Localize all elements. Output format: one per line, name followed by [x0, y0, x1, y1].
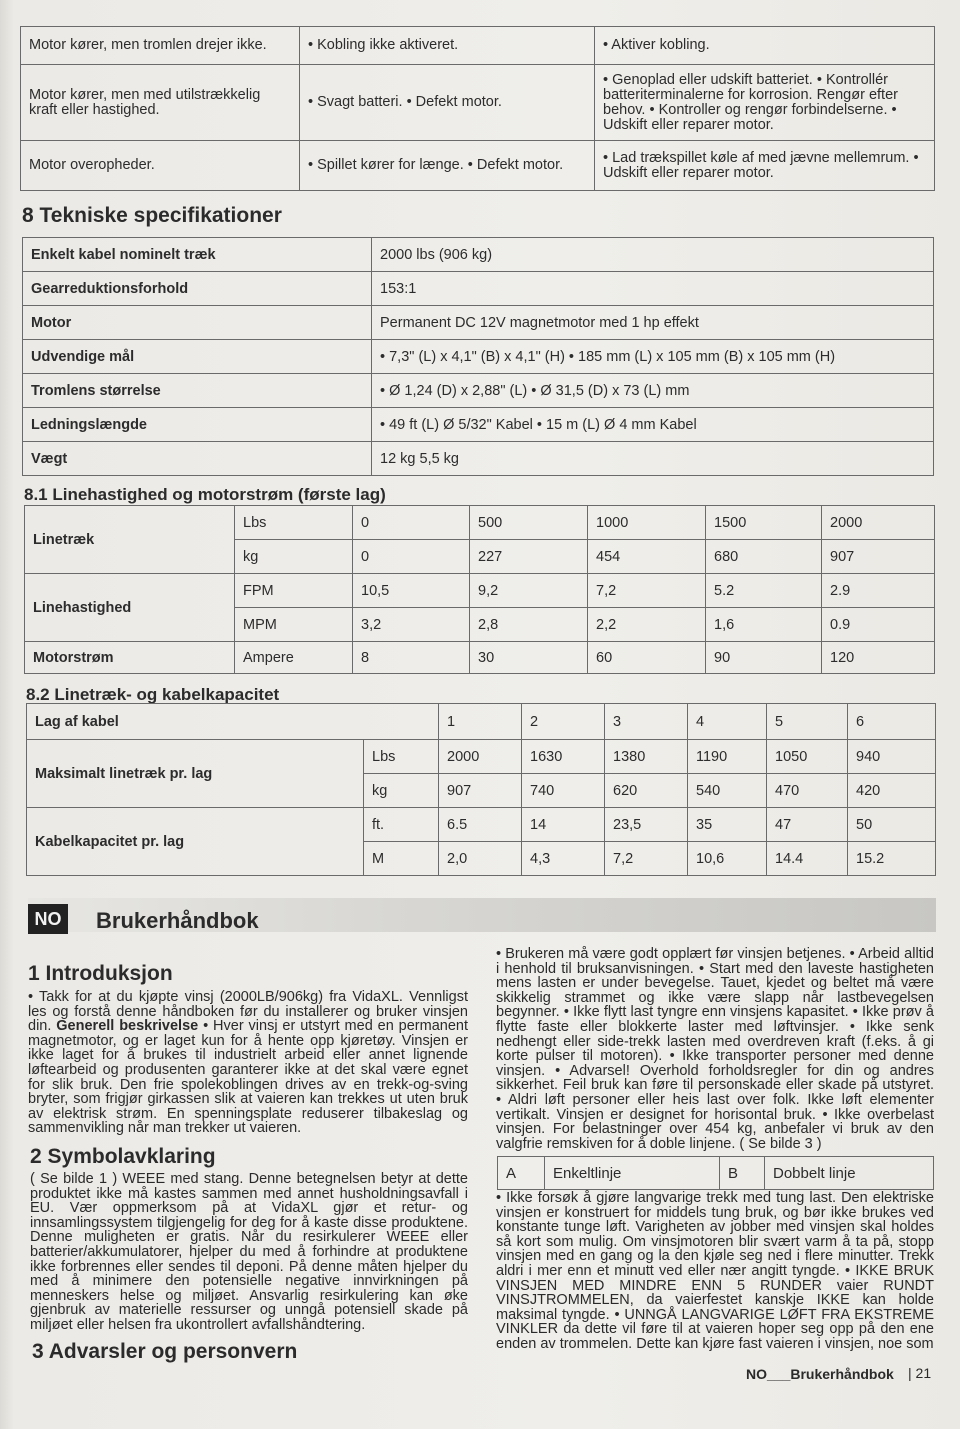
table-row [23, 238, 934, 272]
intro-text: • Takk for at du kjøpte vinsj (2000LB/906kg) fra VidaXL. Vennligst les og forstå denne håndboken før du installerer og bruker vinsjen din. [28, 989, 468, 1035]
value-cell: 2000 [822, 506, 935, 540]
spec-value: 12 kg 5,5 kg [372, 442, 934, 476]
table-row [21, 27, 935, 65]
value-cell: 907 [822, 540, 935, 574]
table-row [23, 340, 934, 374]
unit-cell: ft. [364, 808, 439, 842]
value-cell: 1050 [767, 740, 848, 774]
value-cell: 7,2 [588, 574, 706, 608]
spec-value: • 7,3" (L) x 4,1" (B) x 4,1" (H) • 185 mm (L) x 105 mm (B) x 105 mm (H) [372, 340, 934, 374]
unit-cell: Lbs [364, 740, 439, 774]
value-cell: 740 [522, 774, 605, 808]
value-cell: 10,6 [688, 842, 767, 876]
line-speed-table [24, 505, 935, 674]
spec-label: Udvendige mål [23, 340, 372, 374]
table-row [27, 808, 936, 842]
value-cell: 2000 [439, 740, 522, 774]
value-cell: 0 [353, 506, 470, 540]
problem-cell: Motor kører, men tromlen drejer ikke. [21, 27, 300, 65]
unit-cell: kg [235, 540, 353, 574]
table-row [23, 374, 934, 408]
unit-cell: FPM [235, 574, 353, 608]
value-cell: 90 [706, 642, 822, 674]
section-1-text [28, 990, 468, 1136]
value-cell: 47 [767, 808, 848, 842]
value-cell: 500 [470, 506, 588, 540]
spec-value: • Ø 1,24 (D) x 2,88" (L) • Ø 31,5 (D) x 73 (L) mm [372, 374, 934, 408]
line-a-label: Enkeltlinje [545, 1157, 720, 1190]
cause-cell: • Svagt batteri. • Defekt motor. [300, 65, 595, 141]
table-row [23, 408, 934, 442]
value-cell: 50 [848, 808, 936, 842]
value-cell: 540 [688, 774, 767, 808]
section-3-heading: 3 Advarsler og personvern [32, 1340, 298, 1363]
table-row [25, 574, 935, 608]
footer-label: NO___Brukerhåndbok [746, 1366, 894, 1382]
value-cell: 940 [848, 740, 936, 774]
warnings-text-2: • Ikke forsøk å gjøre langvarige trekk med tung last. Den elektriske vinsjen er konstruert for middels tung bruk, og bør ikke brukes ved konstante tunge løft. Varigheten av jobber med vinsjen skal holdes så kort som mulig. Om vinsjmotoren blir svært varm å ta på, stopp vinsjen med en gang og la den kjøle seg ned i flere minutter. Trekk aldri i mer enn et minutt ved eller nær angitt tyngde. • IKKE BRUK VINSJEN MED MINDRE ENN 5 RUNDER vaier RUNDT VINSJTROMMELEN, da vaierfestet kanskje IKKE kan holde maksimal tyngde. • UNNGÅ LANGVARIGE LØFT FRA EKSTREME VINKLER da dette vil føre til at vaieren hoper seg opp på den ene enden av trommelen. Dette kan kjøre fast vaieren i vinsjen, noe som [496, 1190, 934, 1352]
value-cell: 0.9 [822, 608, 935, 642]
value-cell: 620 [605, 774, 688, 808]
spec-label: Enkelt kabel nominelt træk [23, 238, 372, 272]
language-tag: NO [28, 904, 68, 934]
value-cell: 30 [470, 642, 588, 674]
value-cell: 1500 [706, 506, 822, 540]
table-row [498, 1157, 934, 1190]
line-b-label: Dobbelt linje [765, 1157, 934, 1190]
value-cell: 14.4 [767, 842, 848, 876]
spec-label: Vægt [23, 442, 372, 476]
table-row [27, 740, 936, 774]
value-cell: 8 [353, 642, 470, 674]
value-cell: 680 [706, 540, 822, 574]
table-row [27, 704, 936, 740]
unit-cell: kg [364, 774, 439, 808]
value-cell: 3,2 [353, 608, 470, 642]
value-cell: 420 [848, 774, 936, 808]
value-cell: 2,8 [470, 608, 588, 642]
layer-number: 1 [439, 704, 522, 740]
value-cell: 0 [353, 540, 470, 574]
value-cell: 15.2 [848, 842, 936, 876]
group-label: Kabelkapacitet pr. lag [27, 808, 364, 876]
section-1-heading: 1 Introduksjon [28, 962, 173, 985]
solution-cell: • Lad trækspillet køle af med jævne mellemrum. • Udskift eller reparer motor. [595, 141, 935, 191]
layer-number: 2 [522, 704, 605, 740]
unit-cell: MPM [235, 608, 353, 642]
problem-cell: Motor overopheder. [21, 141, 300, 191]
value-cell: 1190 [688, 740, 767, 774]
group-label: Linehastighed [25, 574, 235, 642]
line-a-key: A [498, 1157, 545, 1190]
group-label: Maksimalt linetræk pr. lag [27, 740, 364, 808]
value-cell: 6.5 [439, 808, 522, 842]
solution-cell: • Genoplad eller udskift batteriet. • Kontrollér batteriterminalerne for korrosion. Rengør efter behov. • Kontroller og rengør forbindelserne. • Udskift eller reparer motor. [595, 65, 935, 141]
table-row [23, 272, 934, 306]
spec-value: • 49 ft (L) Ø 5/32" Kabel • 15 m (L) Ø 4 mm Kabel [372, 408, 934, 442]
section-2-text: ( Se bilde 1 ) WEEE med stang. Denne betegnelsen betyr at dette produktet ikke må kastes sammen med annet husholdningsavfall i EU. Vær oppmerksom på at VidaXL gjør et retur- og innsamlingssystem tilgjengelig for deg for å kaste disse produktene. Denne muligheten er gratis. Når du resirkulerer WEEE eller batterier/akkumulatorer, hjelper du med å forhindre at produktene ikke forbrennes eller sendes til deponi. På denne måten hjelper du med å minimere den potensielle negative innvirkningen på menneskers helse og miljøet. Ansvarlig resirkulering kan øke gjenbruk av materielle ressurser og unngå potensiell skade på miljøet eller helsen fra ukontrollert avfallshåndtering. [30, 1171, 468, 1333]
cause-cell: • Kobling ikke aktiveret. [300, 27, 595, 65]
cause-cell: • Spillet kører for længe. • Defekt motor. [300, 141, 595, 191]
value-cell: 1380 [605, 740, 688, 774]
group-label: Motorstrøm [25, 642, 235, 674]
layer-number: 3 [605, 704, 688, 740]
line-b-key: B [720, 1157, 765, 1190]
warnings-text-1: • Brukeren må være godt opplært før vinsjen betjenes. • Arbeid alltid i henhold til bruksanvisningen. • Start med den laveste hastigheten mens lasten er under bevegelse. Tauet, kjedet og beltet må være skikkelig strammet og ikke være slapp når lastbevegelsen begynner. • Ikke flytt last tyngre enn vinsjens kapasitet. • Ikke prøv å flytte faste eller blokkerte laster med løftvinsjer. • Ikke senk nedhengt eller side-trekk lasten med overdreven kraft (f.eks. å gi korte pulser til motoren). • Ikke transporter personer med denne vinsjen. • Advarsel! Overhold forholdsregler for din og andres sikkerhet. Feil bruk kan føre til personskade eller skade på utstyret. • Aldri løft personer eller heis last over folk. Ikke løft elementer vertikalt. Vinsjen er designet for horisontal bruk. • Ikke overbelast vinsjen. For belastninger over 454 kg, anbefaler vi bruk av den valgfrie remskiven for å doble linjene. ( Se bilde 3 ) [496, 946, 934, 1152]
value-cell: 1,6 [706, 608, 822, 642]
manual-title: Brukerhåndbok [96, 908, 259, 933]
layer-number: 6 [848, 704, 936, 740]
specs-heading: 8 Tekniske specifikationer [22, 204, 282, 227]
unit-cell: Ampere [235, 642, 353, 674]
general-description-label: Generell beskrivelse [56, 1018, 199, 1035]
table-row [25, 506, 935, 540]
value-cell: 907 [439, 774, 522, 808]
spec-label: Ledningslængde [23, 408, 372, 442]
solution-cell: • Aktiver kobling. [595, 27, 935, 65]
value-cell: 9,2 [470, 574, 588, 608]
table-row [23, 306, 934, 340]
group-label: Linetræk [25, 506, 235, 574]
spec-value: 2000 lbs (906 kg) [372, 238, 934, 272]
value-cell: 470 [767, 774, 848, 808]
troubleshooting-table [20, 26, 935, 191]
table-row [21, 141, 935, 191]
value-cell: 2,2 [588, 608, 706, 642]
value-cell: 227 [470, 540, 588, 574]
line-speed-heading: 8.1 Linehastighed og motorstrøm (første lag) [24, 485, 386, 504]
spec-value: Permanent DC 12V magnetmotor med 1 hp effekt [372, 306, 934, 340]
unit-cell: M [364, 842, 439, 876]
value-cell: 120 [822, 642, 935, 674]
value-cell: 2.9 [822, 574, 935, 608]
spec-label: Gearreduktionsforhold [23, 272, 372, 306]
layer-number: 4 [688, 704, 767, 740]
value-cell: 5.2 [706, 574, 822, 608]
value-cell: 7,2 [605, 842, 688, 876]
value-cell: 1000 [588, 506, 706, 540]
value-cell: 10,5 [353, 574, 470, 608]
spec-label: Tromlens størrelse [23, 374, 372, 408]
problem-cell: Motor kører, men med utilstrækkelig kraft eller hastighed. [21, 65, 300, 141]
spec-label: Motor [23, 306, 372, 340]
value-cell: 60 [588, 642, 706, 674]
specs-table [22, 237, 934, 476]
table-row [25, 642, 935, 674]
value-cell: 4,3 [522, 842, 605, 876]
layer-number: 5 [767, 704, 848, 740]
capacity-table [26, 703, 936, 876]
line-type-table [497, 1156, 934, 1190]
table-row [21, 65, 935, 141]
capacity-heading: 8.2 Linetræk- og kabelkapacitet [26, 685, 280, 704]
value-cell: 23,5 [605, 808, 688, 842]
value-cell: 1630 [522, 740, 605, 774]
unit-cell: Lbs [235, 506, 353, 540]
section-2-heading: 2 Symbolavklaring [30, 1145, 216, 1168]
spec-value: 153:1 [372, 272, 934, 306]
value-cell: 2,0 [439, 842, 522, 876]
page-number: | 21 [908, 1365, 932, 1381]
value-cell: 35 [688, 808, 767, 842]
value-cell: 14 [522, 808, 605, 842]
layer-header-label: Lag af kabel [27, 704, 439, 740]
table-row [23, 442, 934, 476]
general-description-text: • Hver vinsj er utstyrt med en permanent magnetmotor, og er laget kun for å hente opp kjøretøy. Vinsjen er ikke laget for å brukes til industrielt arbeid eller annet lignende løftearbeid og produsenten garanterer ikke at det skal være egnet for slik bruk. Den frie spolekoblingen drives av en trekk-og-sving bryter, som frigjør girkassen slik at vaieren kan trekkes ut uten bruk av elektrisk strøm. En spenningsplate reduserer tilbakeslag og sammenvikling når man trekker ut vaieren. [28, 1018, 468, 1137]
value-cell: 454 [588, 540, 706, 574]
